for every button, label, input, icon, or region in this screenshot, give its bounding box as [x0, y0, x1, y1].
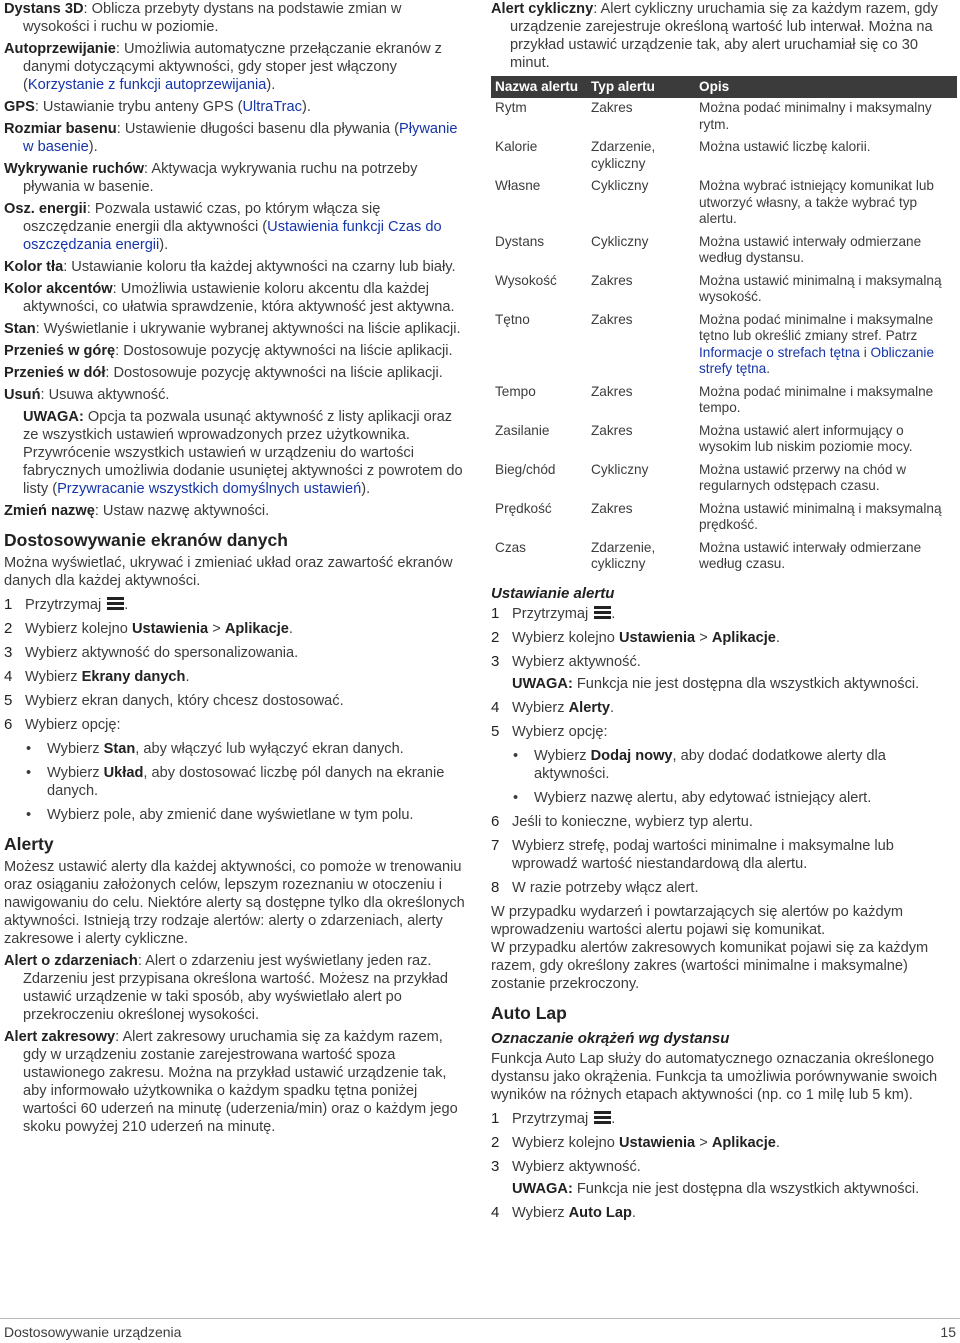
link-hr-zones-calc[interactable]: Obliczanie strefy tętna: [699, 344, 934, 376]
step-4: 4 Wybierz Auto Lap.: [491, 1203, 636, 1221]
table-row: [491, 421, 957, 460]
table-row: [491, 310, 957, 382]
alert-event: Alert o zdarzeniach: Alert o zdarzeniu jest wyświetlany jeden raz. Zdarzeniu jest przypisana określona wartość. Możesz na przykład ustawić urządzenie w taki sposób, aby wyświetlało alert po przekroczeniu określonej wysokości.: [4, 953, 449, 1023]
setting-stroke-detection: Wykrywanie ruchów: Aktywacja wykrywania ruchu na potrzeby pływania w basenie.: [4, 161, 418, 195]
cell: Można ustawić liczbę kalorii.: [699, 139, 871, 154]
column-header: Opis: [695, 76, 957, 98]
table-row: [491, 137, 957, 176]
step-3: 3 Wybierz aktywność.: [491, 652, 641, 670]
page-number: 15: [940, 1324, 956, 1340]
alerts-table: [491, 76, 957, 577]
cell: Można podać minimalny i maksymalny rytm.: [699, 100, 932, 132]
setting-auto-scroll: Autoprzewijanie: Umożliwia automatyczne przełączanie ekranów z danymi dotyczącymi aktywności, gdy stoper jest włączony (Korzystanie z funkcji autoprzewijania).: [4, 41, 442, 93]
table-row: [491, 499, 957, 538]
cell: Można ustawić przerwy na chód w regularnych odstępach czasu.: [699, 461, 907, 493]
setting-move-down: Przenieś w dół: Dostosowuje pozycję aktywności na liście aplikacji.: [4, 365, 443, 381]
setting-move-up: Przenieś w górę: Dostosowuje pozycję aktywności na liście aplikacji.: [4, 343, 453, 359]
alert-recurring: Alert cykliczny: Alert cykliczny uruchamia się za każdym razem, gdy urządzenie zarejestruje określoną wartość lub interwał. Można na przykład ustawić urządzenie tak, aby alert uruchamiał się co 30 minut.: [491, 1, 938, 71]
cell: Można ustawić interwały odmierzane według dystansu.: [699, 233, 922, 265]
step-1: 1 Przytrzymaj .: [491, 604, 616, 622]
cell: Tempo: [495, 383, 536, 399]
setting-status: Stan: Wyświetlanie i ukrywanie wybranej aktywności na liście aplikacji.: [4, 321, 461, 337]
cell: Zakres: [591, 383, 633, 399]
cell: Można ustawić minimalną i maksymalną wysokość.: [699, 272, 942, 304]
bullet-add-new: • Wybierz Dodaj nowy, aby dodać dodatkowe alerty dla aktywności.: [491, 747, 957, 783]
alerts-intro: Możesz ustawić alerty dla każdej aktywności, co pomoże w trenowaniu oraz osiąganiu założonych celów, lepszym rozeznaniu w otoczeniu i nawigowaniu do celu. Niektóre alerty są dostępne tylko dla określonych aktywności. Istnieją trzy rodzaje alertów: alerty o zdarzeniach, alerty zakresowe i alerty cykliczne.: [4, 859, 465, 947]
cell: Zasilanie: [495, 422, 550, 438]
auto-lap-intro: Funkcja Auto Lap służy do automatycznego oznaczania określonego dystansu jako okrążenia. Funkcja ta umożliwia porównywanie swoich wyników na różnych etapach aktywności (np. co 1 milę lub 5 km).: [491, 1050, 938, 1103]
step-1: 1 Przytrzymaj .: [491, 1109, 616, 1127]
cell: Zakres: [591, 100, 633, 115]
menu-icon: [594, 606, 611, 619]
cell: Bieg/chód: [495, 461, 556, 477]
setting-power-save: Osz. energii: Pozwala ustawić czas, po którym włącza się oszczędzanie energii dla aktywności (Ustawienia funkcji Czas do oszczędzania energii).: [4, 201, 442, 253]
setting-pool-size: Rozmiar basenu: Ustawienie długości basenu dla pływania (Pływanie w basenie).: [4, 121, 458, 155]
step-5: 5 Wybierz ekran danych, który chcesz dostosować.: [4, 692, 344, 709]
cell: Zakres: [591, 272, 633, 288]
cell: Rytm: [495, 100, 527, 115]
cell: Czas: [495, 539, 526, 555]
right-column: [491, 0, 957, 1228]
step-2: 2 Wybierz kolejno Ustawienia > Aplikacje.: [491, 628, 780, 646]
column-header: Nazwa alertu: [491, 76, 587, 98]
alert-range: Alert zakresowy: Alert zakresowy uruchamia się za każdym razem, gdy w urządzeniu zostanie zarejestrowana wartość spoza ustawionego zakresu. Można na przykład ustawić urządzenie tak, aby informowało użytkownika o każdym spadku tętna poniżej wartości 60 uderzeń na minutę (uderzenia/min) oraz o każdym jego skoku powyżej 210 uderzeń na minutę.: [4, 1029, 458, 1135]
footer-divider: [0, 1318, 960, 1319]
cell: Cykliczny: [591, 233, 649, 249]
cell: Zakres: [591, 422, 633, 438]
table-row: [491, 271, 957, 310]
step-1: 1 Przytrzymaj .: [4, 596, 129, 613]
note: UWAGA: Funkcja nie jest dostępna dla wszystkich aktywności.: [512, 675, 920, 692]
bullet-status: • Wybierz Stan, aby włączyć lub wyłączyć ekran danych.: [4, 740, 470, 758]
link-ultratrac[interactable]: UltraTrac: [242, 99, 302, 115]
table-row: [491, 232, 957, 271]
cell: Cykliczny: [591, 178, 649, 193]
link-hr-zones-info[interactable]: Informacje o strefach tętna: [699, 344, 860, 360]
cell: Zdarzenie, cykliczny: [591, 139, 656, 171]
table-header-row: [491, 76, 957, 98]
heading-data-screens: Dostosowywanie ekranów danych: [4, 530, 288, 550]
step-6: 6 Wybierz opcję:: [4, 716, 121, 733]
setting-accent-color: Kolor akcentów: Umożliwia ustawienie koloru akcentu dla każdej aktywności, co ułatwia sprawdzenie, która aktywność jest aktywna.: [4, 281, 455, 315]
setting-background-color: Kolor tła: Ustawianie koloru tła każdej aktywności na czarny lub biały.: [4, 259, 456, 275]
table-row: [491, 460, 957, 499]
cell: Można ustawić interwały odmierzane według czasu.: [699, 539, 922, 571]
link-auto-scroll[interactable]: Korzystanie z funkcji autoprzewijania: [27, 77, 267, 93]
heading-set-alert: Ustawianie alertu: [491, 584, 615, 602]
data-screens-intro: Można wyświetlać, ukrywać i zmieniać układ oraz zawartość ekranów danych dla każdej aktywności.: [4, 555, 453, 589]
menu-icon: [107, 597, 124, 610]
menu-icon: [594, 1111, 611, 1124]
heading-mark-laps: Oznaczanie okrążeń wg dystansu: [491, 1029, 730, 1047]
alert-info-2: W przypadku alertów zakresowych komunikat pojawi się za każdym razem, gdy określony zakres (wartości minimalne i maksymalne) zostanie przekroczony.: [491, 939, 929, 992]
heading-auto-lap: Auto Lap: [491, 1002, 567, 1023]
cell: Kalorie: [495, 139, 538, 154]
link-restore-defaults[interactable]: Przywracanie wszystkich domyślnych ustawień: [57, 481, 362, 497]
bullet-edit-alert: • Wybierz nazwę alertu, aby edytować istniejący alert.: [491, 789, 957, 807]
step-3: 3 Wybierz aktywność do spersonalizowania.: [4, 644, 299, 661]
warning-note: UWAGA: Opcja ta pozwala usunąć aktywność z listy aplikacji oraz ze wszystkich ustawień wprowadzonych przez użytkownika. Przywrócenie wszystkich ustawień w urządzeniu do wartości fabrycznych umożliwia dodanie usuniętej aktywności z powrotem do listy (Przywracanie wszystkich domyślnych ustawień).: [23, 409, 463, 497]
cell: Można wybrać istniejący komunikat lub utworzyć własny, a także wybrać typ alertu.: [699, 178, 934, 226]
cell: Dystans: [495, 233, 545, 249]
cell: Zakres: [591, 500, 633, 516]
step-7: 7 Wybierz strefę, podaj wartości minimalne i maksymalne lub wprowadź wartość niestandardową dla alertu.: [491, 836, 894, 872]
link-power-save-settings[interactable]: Ustawienia funkcji Czas do oszczędzania energii: [23, 219, 442, 253]
bullet-layout: • Wybierz Układ, aby dostosować liczbę pól danych na ekranie danych.: [4, 764, 470, 800]
setting-remove: Usuń: Usuwa aktywność.: [4, 387, 170, 403]
cell: Można podać minimalne i maksymalne tempo.: [699, 383, 934, 415]
heading-alerts: Alerty: [4, 834, 54, 854]
step-2: 2 Wybierz kolejno Ustawienia > Aplikacje.: [491, 1133, 780, 1151]
step-3: 3 Wybierz aktywność.: [491, 1157, 641, 1175]
cell: Wysokość: [495, 272, 557, 288]
alert-info-1: W przypadku wydarzeń i powtarzających się alertów po każdym wprowadzeniu wartości alertu pojawi się komunikat.: [491, 903, 904, 938]
cell: Prędkość: [495, 500, 552, 516]
cell: Tętno: [495, 311, 530, 327]
left-column: [4, 0, 470, 1140]
cell: Można ustawić minimalną i maksymalną prędkość.: [699, 500, 942, 532]
table-row: [491, 382, 957, 421]
step-4: 4 Wybierz Ekrany danych.: [4, 668, 190, 685]
step-6: 6 Jeśli to konieczne, wybierz typ alertu.: [491, 812, 753, 830]
setting-3d-distance: Dystans 3D: Oblicza przebyty dystans na podstawie zmian w wysokości i ruchu w poziomie.: [4, 1, 402, 35]
table-row: [491, 176, 957, 232]
link-pool-swimming[interactable]: Pływanie w basenie: [23, 121, 458, 155]
cell: Zdarzenie, cykliczny: [591, 539, 656, 571]
step-5: 5 Wybierz opcję:: [491, 722, 608, 740]
footer-section-title: Dostosowywanie urządzenia: [4, 1324, 182, 1340]
setting-gps: GPS: Ustawianie trybu anteny GPS (UltraTrac).: [4, 99, 311, 115]
cell: Własne: [495, 178, 541, 193]
cell: Można ustawić alert informujący o wysokim lub niskim poziomie mocy.: [699, 422, 913, 454]
column-header: Typ alertu: [587, 76, 695, 98]
cell: Cykliczny: [591, 461, 649, 477]
cell: Zakres: [591, 311, 633, 327]
step-8: 8 W razie potrzeby włącz alert.: [491, 878, 699, 896]
table-row: [491, 98, 957, 137]
step-4: 4 Wybierz Alerty.: [491, 698, 615, 716]
setting-rename: Zmień nazwę: Ustaw nazwę aktywności.: [4, 503, 270, 519]
bullet-field: • Wybierz pole, aby zmienić dane wyświetlane w tym polu.: [4, 806, 470, 824]
note: UWAGA: Funkcja nie jest dostępna dla wszystkich aktywności.: [512, 1180, 920, 1197]
cell: Można podać minimalne i maksymalne tętno lub określić zmiany stref. Patrz Informacje o strefach tętna i Obliczanie strefy tętna.: [699, 311, 934, 376]
table-row: [491, 538, 957, 577]
step-2: 2 Wybierz kolejno Ustawienia > Aplikacje.: [4, 620, 293, 637]
